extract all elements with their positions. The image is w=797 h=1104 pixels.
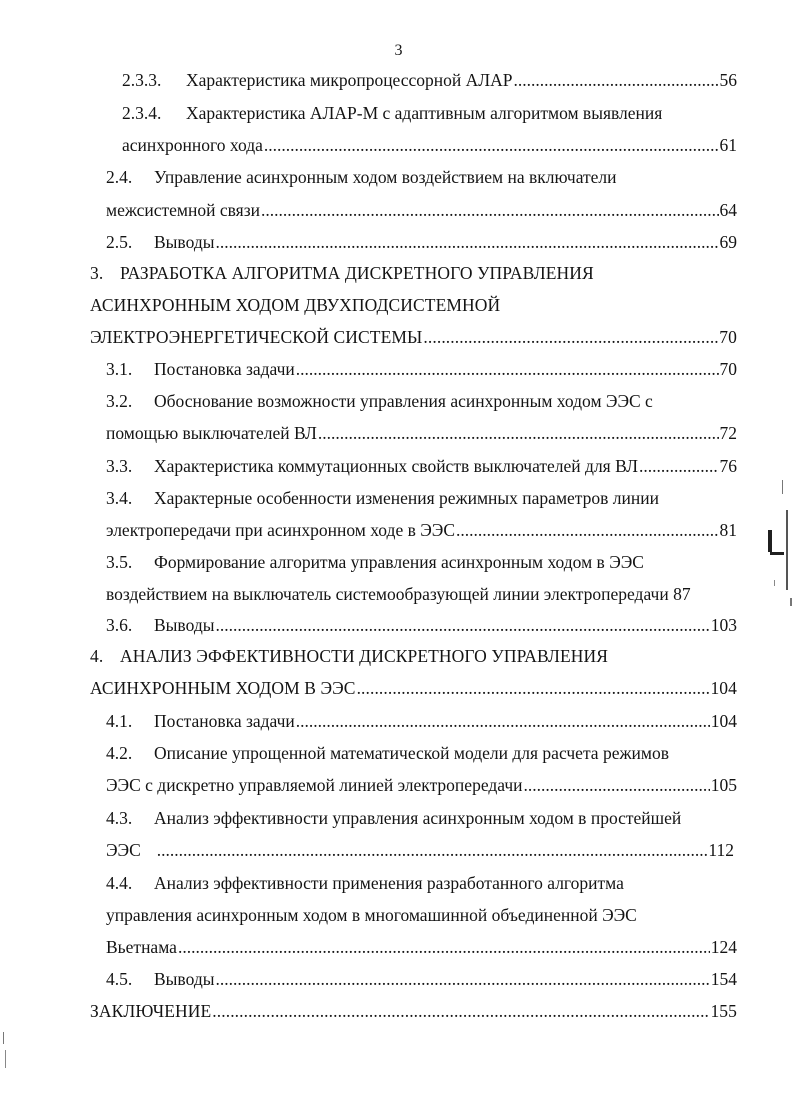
toc-dot-leader [178, 931, 710, 963]
toc-entry-title: ЗАКЛЮЧЕНИЕ [90, 1001, 212, 1021]
toc-entry-title: Характеристика коммутационных свойств выключателей для ВЛ [154, 456, 638, 476]
toc-entry-title: Постановка задачи [154, 711, 295, 731]
toc-entry-title: Формирование алгоритма управления асинхронным ходом в ЭЭС [154, 552, 644, 572]
toc-entry-number: 3.2. [106, 391, 133, 411]
toc-entry [106, 867, 624, 899]
toc-entry-number: 4.1. [106, 711, 133, 731]
toc-entry [106, 769, 737, 801]
toc-entry-title: Характеристика АЛАР-М с адаптивным алгоритмом выявления [186, 103, 663, 123]
toc-entry-title: Анализ эффективности применения разработанного алгоритма [154, 873, 624, 893]
toc-entry [90, 257, 594, 289]
toc-entry-title: Управление асинхронным ходом воздействием на включатели [154, 167, 617, 187]
toc-entry [106, 226, 737, 258]
toc-entry-title: АСИНХРОННЫМ ХОДОМ ДВУХПОДСИСТЕМНОЙ [90, 295, 501, 315]
toc-entry-number: 2.5. [106, 232, 133, 252]
toc-entry-page: 105 [710, 775, 737, 795]
toc-entry-page: 70 [719, 359, 737, 379]
toc-entry [90, 672, 737, 704]
toc-dot-leader [264, 129, 719, 161]
toc-entry [106, 802, 682, 834]
toc-entry-page: 103 [710, 615, 737, 635]
toc-entry-page: 104 [710, 711, 737, 731]
toc-entry-title: воздействием на выключатель системообразующей линии электропередачи 87 [106, 584, 691, 604]
toc-entry-title: Вьетнама [106, 937, 177, 957]
toc-entry [106, 385, 653, 417]
toc-entry-number: 3.3. [106, 456, 133, 476]
toc-dot-leader [524, 769, 710, 801]
toc-entry [106, 194, 737, 226]
toc-entry-title: Описание упрощенной математической модели для расчета режимов [154, 743, 670, 763]
toc-entry-page: 56 [719, 70, 737, 90]
toc-entry [106, 482, 659, 514]
toc-dot-leader [357, 672, 710, 704]
toc-entry-number: 3.4. [106, 488, 133, 508]
toc-entry-title: помощью выключателей ВЛ [106, 423, 317, 443]
toc-entry-title: ЭЭС [106, 840, 141, 860]
toc-entry-title: межсистемной связи [106, 200, 260, 220]
toc-entry-title: ЭЭС с дискретно управляемой линией электропередачи [106, 775, 523, 795]
toc-dot-leader [215, 963, 709, 995]
toc-dot-leader [639, 450, 719, 482]
toc-entry-number: 2.4. [106, 167, 133, 187]
toc-entry-number: 2.3.3. [122, 70, 162, 90]
toc-entry-number: 4.2. [106, 743, 133, 763]
toc-dot-leader [318, 417, 719, 449]
toc-entry [106, 514, 737, 546]
toc-entry-title: Характерные особенности изменения режимных параметров линии [154, 488, 659, 508]
toc-entry-page: 70 [719, 327, 737, 347]
toc-entry [106, 417, 737, 449]
toc-dot-leader [215, 226, 718, 258]
toc-entry-number: 2.3.4. [122, 103, 162, 123]
toc-entry-title: Выводы [154, 969, 215, 989]
toc-entry [106, 353, 737, 385]
toc-entry [90, 321, 737, 353]
toc-entry-title: АНАЛИЗ ЭФФЕКТИВНОСТИ ДИСКРЕТНОГО УПРАВЛЕНИЯ [120, 646, 609, 666]
toc-entry-number: 4. [90, 646, 104, 666]
toc-dot-leader [157, 834, 708, 866]
toc-entry-number: 3.6. [106, 615, 133, 635]
toc-entry-page: 155 [710, 1001, 737, 1021]
scan-artifact-right [760, 470, 797, 630]
toc-entry [122, 129, 737, 161]
toc-entry-title: Выводы [154, 615, 215, 635]
toc-entry [122, 97, 663, 129]
toc-entry-title: Постановка задачи [154, 359, 295, 379]
scan-artifact-left [0, 1030, 14, 1074]
toc-dot-leader [215, 609, 709, 641]
toc-entry-title: Обоснование возможности управления асинхронным ходом ЭЭС с [154, 391, 653, 411]
toc-dot-leader [296, 705, 710, 737]
toc-entry-page: 72 [719, 423, 737, 443]
toc-entry-page: 76 [719, 456, 737, 476]
toc-entry-title: асинхронного хода [122, 135, 263, 155]
toc-entry-page: 81 [719, 520, 737, 540]
toc-dot-leader [456, 514, 718, 546]
toc-entry [106, 963, 737, 995]
toc-entry-page: 64 [719, 200, 737, 220]
toc-entry-title: электропередачи при асинхронном ходе в ЭЭС [106, 520, 456, 540]
toc-entry [106, 578, 691, 610]
toc-entry [90, 640, 609, 672]
toc-entry-page: 112 [708, 840, 734, 860]
toc-entry [106, 705, 737, 737]
toc-entry-title: Характеристика микропроцессорной АЛАР [186, 70, 513, 90]
toc-entry [90, 995, 737, 1027]
toc-entry [106, 609, 737, 641]
toc-entry-title: РАЗРАБОТКА АЛГОРИТМА ДИСКРЕТНОГО УПРАВЛЕНИЯ [120, 263, 594, 283]
toc-entry-page: 61 [719, 135, 737, 155]
toc-entry-title: ЭЛЕКТРОЭНЕРГЕТИЧЕСКОЙ СИСТЕМЫ [90, 327, 423, 347]
toc-entry [106, 737, 670, 769]
toc-entry-title: АСИНХРОННЫМ ХОДОМ В ЭЭС [90, 678, 356, 698]
toc-dot-leader [296, 353, 719, 385]
toc-entry-page: 104 [710, 678, 737, 698]
toc-dot-leader [423, 321, 718, 353]
toc-entry-page: 124 [710, 937, 737, 957]
toc-entry-page: 154 [710, 969, 737, 989]
toc-entry [90, 289, 500, 321]
toc-entry [106, 899, 637, 931]
toc-entry-title: Выводы [154, 232, 215, 252]
toc-entry-number: 3. [90, 263, 104, 283]
toc-entry-number: 4.5. [106, 969, 133, 989]
toc-dot-leader [212, 995, 709, 1027]
toc-entry [106, 931, 737, 963]
toc-entry-page: 69 [719, 232, 737, 252]
page-number: 3 [394, 42, 403, 59]
toc-entry [106, 161, 617, 193]
toc-dot-leader [514, 64, 719, 96]
toc-entry [106, 546, 644, 578]
toc-entry [106, 834, 734, 866]
toc-entry [122, 64, 737, 96]
toc-entry-number: 3.1. [106, 359, 133, 379]
toc-entry-title: управления асинхронным ходом в многомашинной объединенной ЭЭС [106, 905, 637, 925]
toc-dot-leader [261, 194, 719, 226]
toc-entry [106, 450, 737, 482]
toc-entry-number: 4.3. [106, 808, 133, 828]
toc-entry-title: Анализ эффективности управления асинхронным ходом в простейшей [154, 808, 682, 828]
toc-entry-number: 4.4. [106, 873, 133, 893]
toc-entry-number: 3.5. [106, 552, 133, 572]
